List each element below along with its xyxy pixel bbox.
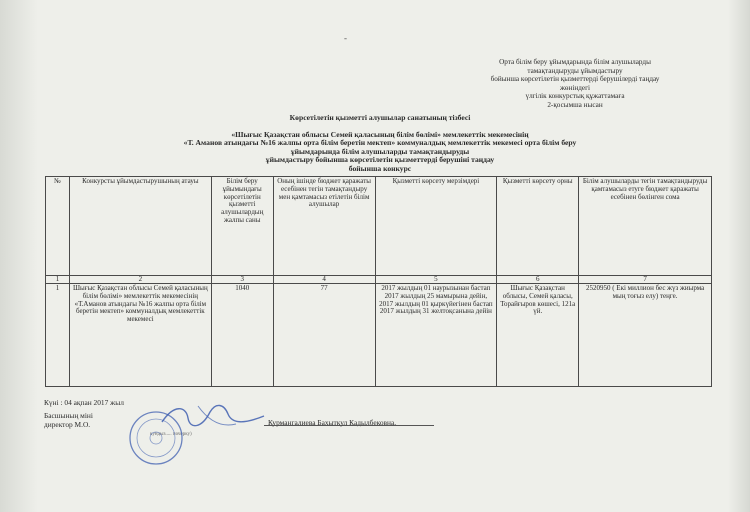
table-cell: 1040 <box>211 284 273 387</box>
appendix-line: тамақтандыруды ұйымдастыру <box>527 66 623 75</box>
top-mark: - <box>344 33 347 43</box>
signature-line <box>264 425 434 426</box>
table-cell: Шығыс Қазақстан облысы Семей қаласының білім бөлімі» мемлекеттік мекемесінің «Т.Аманов атындағы №16 жалпы орта білім беретін мектеп» коммуналдық мемлекеттік мекемесі <box>69 284 211 387</box>
document-title <box>40 114 720 174</box>
appendix-header <box>440 58 710 110</box>
column-number: 2 <box>69 276 211 284</box>
appendix-line: Орта білім беру ұйымдарында білім алушыларды <box>499 58 651 66</box>
column-header: Қызметті көрсету мерзімдері <box>375 177 497 276</box>
appendix-line: үлгілік конкурстық құжаттамаға <box>525 92 625 101</box>
scan-shadow-left <box>0 0 38 512</box>
column-header: Қызметті көрсету орны <box>497 177 579 276</box>
head-signature-label: Басшының міні <box>44 411 93 420</box>
signatory-name: Курмангалиева Бахыткул Кадылбековна. <box>268 418 397 427</box>
column-number: 5 <box>375 276 497 284</box>
column-number: 4 <box>273 276 375 284</box>
column-header: Конкурсты ұйымдастырушының атауы <box>69 177 211 276</box>
table-cell: 77 <box>273 284 375 387</box>
signature-icon <box>158 398 268 434</box>
title-line: ұйымдастыру бойынша көрсетілетін қызметтерді берушіні таңдау <box>265 155 495 165</box>
table-header-row <box>46 177 712 276</box>
recipients-table <box>45 176 712 387</box>
column-number-row <box>46 276 712 284</box>
column-header: № <box>46 177 70 276</box>
appendix-line: бойынша көрсетілетін қызметтерді берушілерді таңдау <box>490 75 660 84</box>
table-cell: Шығыс Қазақстан облысы, Семей қаласы, Торайғыров көшесі, 121а үй. <box>497 284 579 387</box>
title-line: «Т. Аманов атындағы №16 жалпы орта білім беретін мектеп» коммуналдық мемлекеттік мекемесі орта білім беру <box>183 138 577 148</box>
column-number: 3 <box>211 276 273 284</box>
column-header: Білім алушыларды тегін тамақтандыруды қамтамасыз етуге бюджет қаражаты есебінен бөлінген сома <box>579 177 712 276</box>
scan-shadow-right <box>728 0 750 512</box>
column-number: 7 <box>579 276 712 284</box>
column-header: Оның ішінде бюджет қаражаты есебінен тегін тамақтандыру мен қамтамасыз етілетін білім алушылар <box>273 177 375 276</box>
stamp-caption: кундыз..... почерку) <box>150 432 192 437</box>
table-row <box>46 284 712 387</box>
column-number: 1 <box>46 276 70 284</box>
table-cell: 2017 жылдың 01 наурызынан бастап 2017 жылдың 25 мамырына дейін, 2017 жылдың 01 қыркүйегінен бастап 2017 жылдың 31 желтоқсанына дейін <box>375 284 497 387</box>
table-cell: 1 <box>46 284 70 387</box>
title-line: «Шығыс Қазақстан облысы Семей қаласының білім бөлімі» мемлекеттік мекемесінің <box>231 129 529 139</box>
appendix-line: жөніндегі <box>559 83 591 92</box>
table-cell: 2520950 ( Екі миллион бес жүз жиырма мың тоғыз елу) теңге. <box>579 284 712 387</box>
title-line: Көрсетілетін қызметті алушылар санатының тізбесі <box>289 113 471 122</box>
title-line: ұйымдарында білім алушыларды тамақтандыруды <box>290 146 470 156</box>
director-label: директор М.О. <box>44 420 91 429</box>
column-number: 6 <box>497 276 579 284</box>
column-header: Білім беру ұйымындағы көрсетілетін қызметті алушылардың жалпы саны <box>211 177 273 276</box>
document-date: Күні : 04 ақпан 2017 жыл <box>44 398 124 407</box>
title-line: бойынша конкурс <box>348 163 412 173</box>
appendix-line: 2-қосымша нысан <box>547 100 603 109</box>
